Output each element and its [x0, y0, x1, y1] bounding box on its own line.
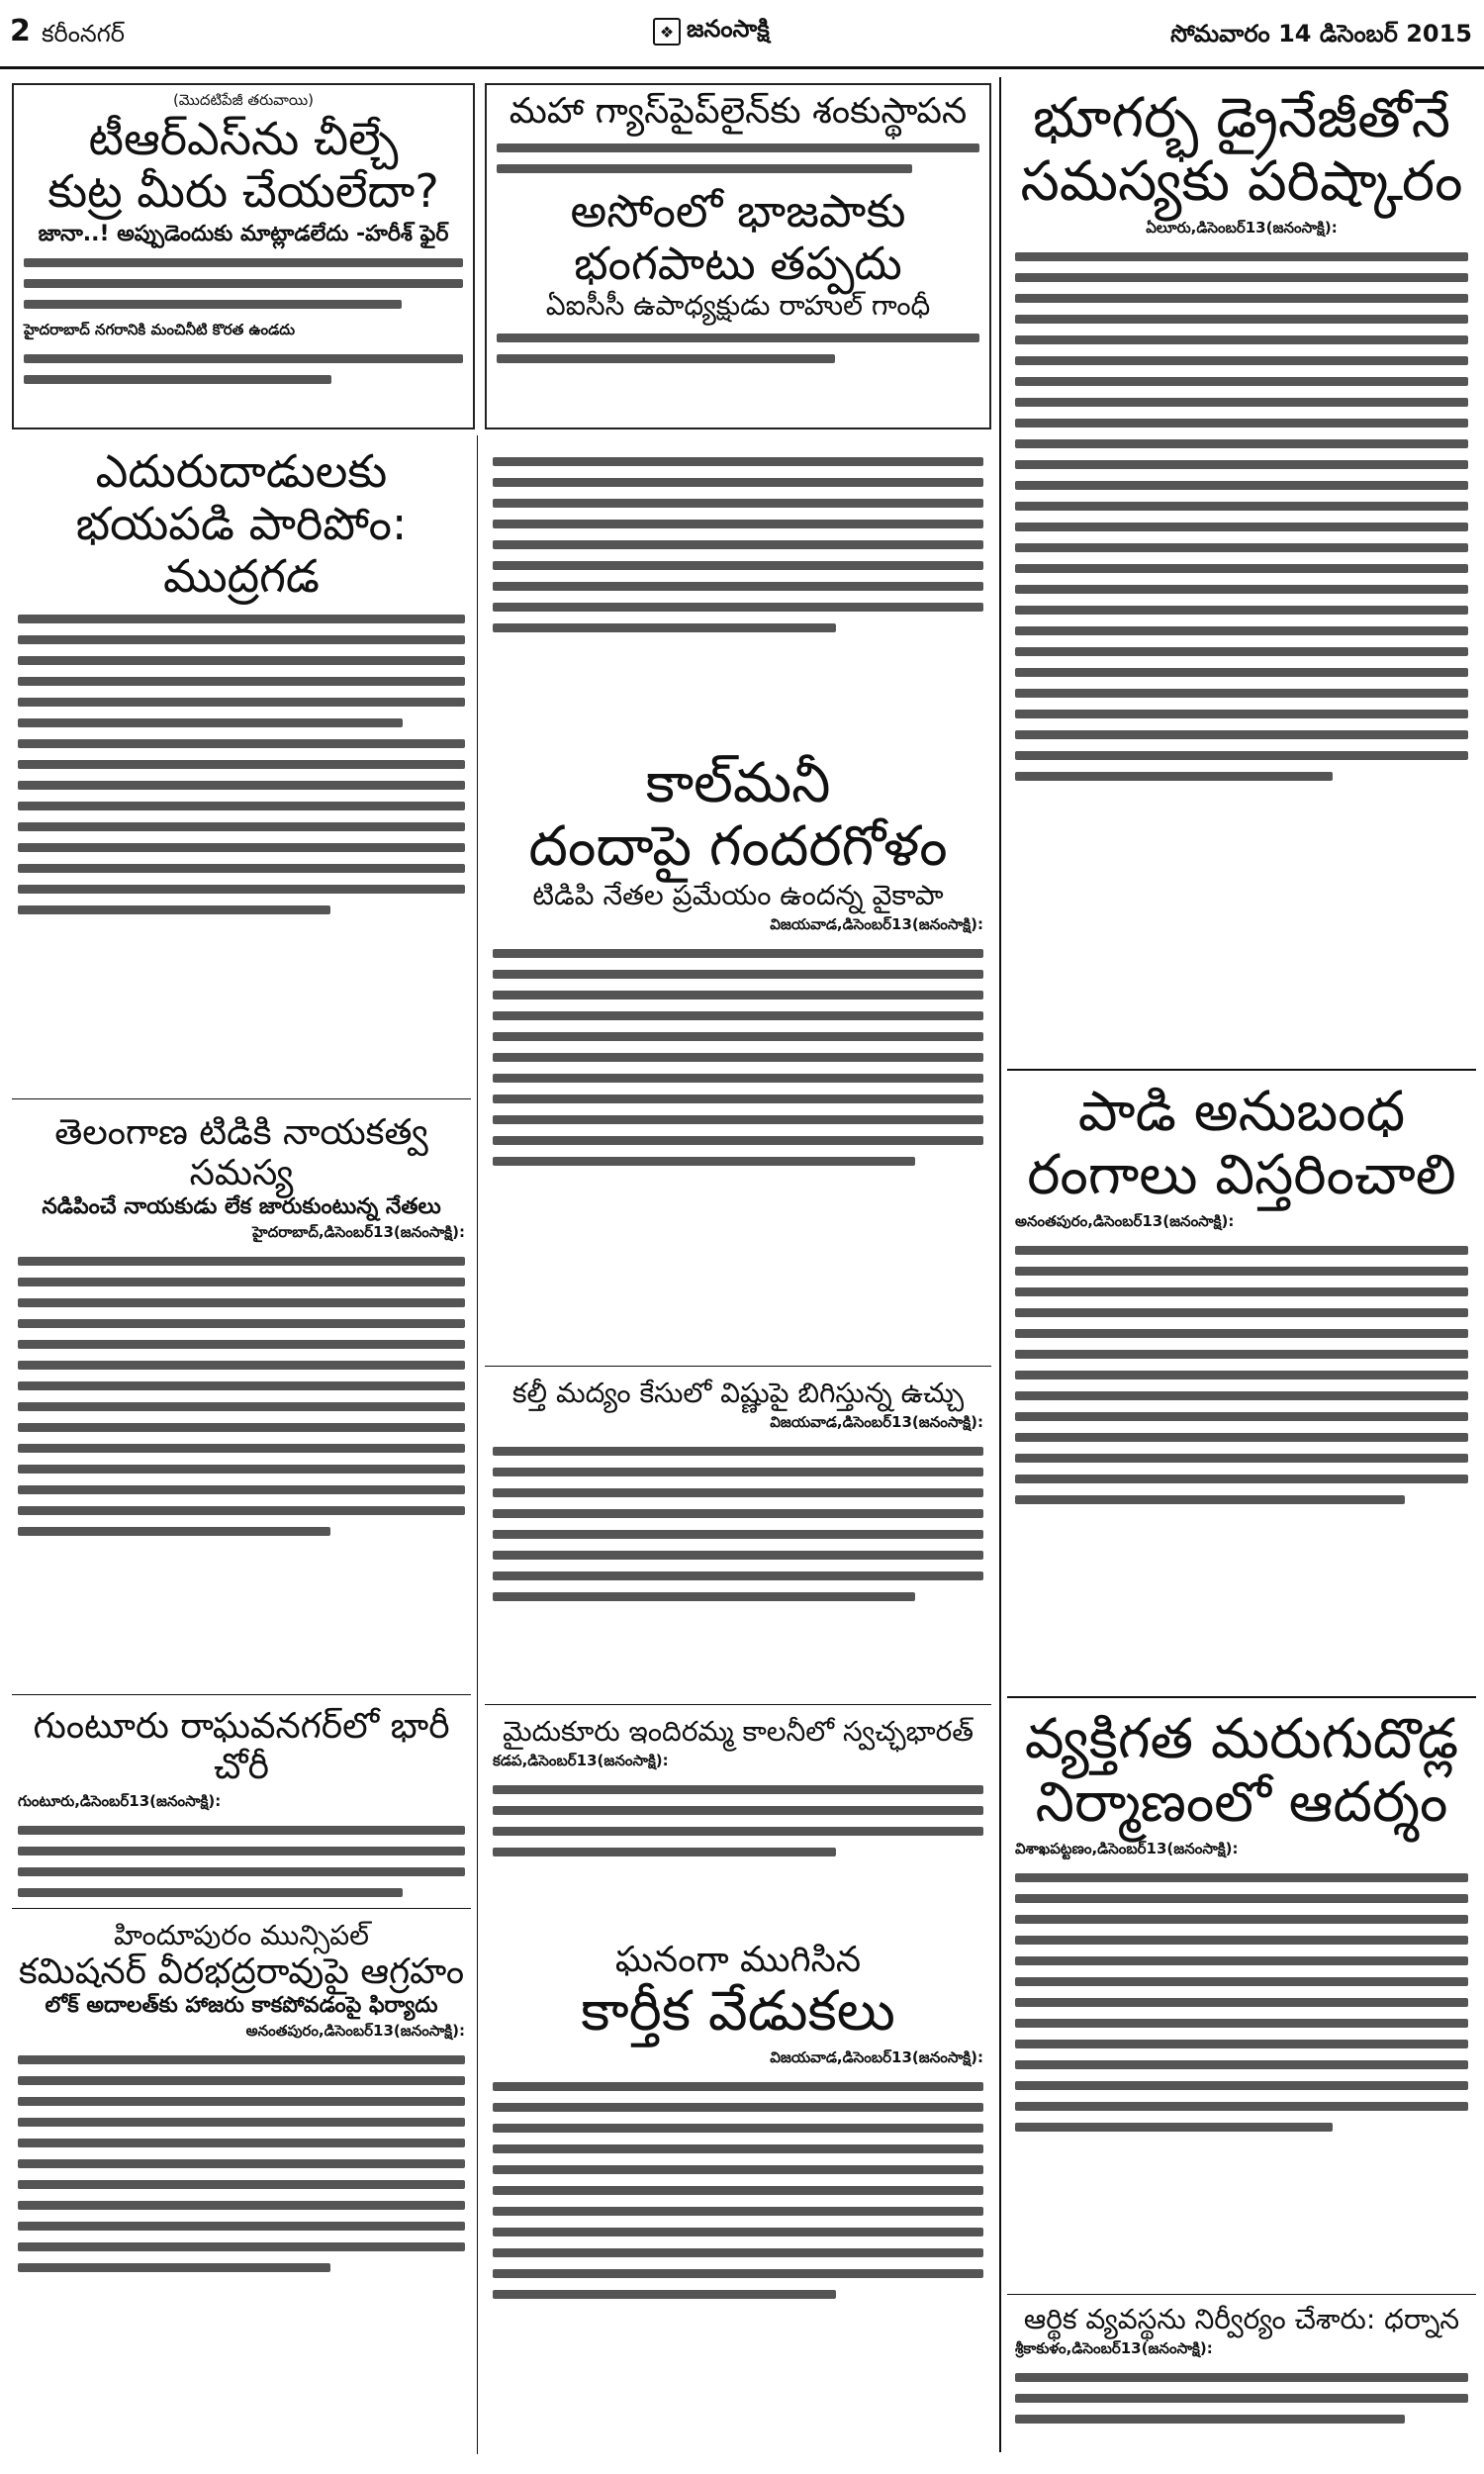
body-text: [1015, 1873, 1468, 1882]
body-text: [24, 375, 331, 384]
body-text: [18, 760, 465, 769]
body-text: [1015, 626, 1468, 635]
body-text: [493, 2165, 983, 2174]
body-text: [1015, 606, 1468, 615]
body-text: [493, 1011, 983, 1020]
issue-date: సోమవారం 14 డిసెంబర్ 2015: [1170, 20, 1472, 48]
body-text: [1015, 2019, 1468, 2028]
body-text: [18, 822, 465, 831]
body-text: [1015, 1308, 1468, 1317]
headline: తెలంగాణ టిడికి నాయకత్వ సమస్య: [54, 1112, 428, 1194]
headline: కార్తీక వేడుకలు: [581, 1979, 895, 2045]
body-text: [493, 1827, 983, 1836]
dateline: అనంతపురం,డిసెంబర్13(జనంసాక్షి):: [1015, 1211, 1235, 1230]
body-text: [493, 561, 983, 570]
body-text: [18, 864, 465, 873]
body-text: [493, 1592, 915, 1601]
body-text: [493, 1468, 983, 1476]
section-divider: [1007, 2294, 1476, 2295]
body-text: [18, 1527, 330, 1536]
headline: కమిషనర్ వీరభద్రరావుపై ఆగ్రహం: [18, 1951, 465, 1993]
body-text: [1015, 439, 1468, 448]
headline: అసోంలో భాజపాకు: [570, 184, 906, 238]
body-text: [1015, 1495, 1405, 1504]
body-text: [1015, 751, 1468, 760]
headline: కాల్‌మనీ: [645, 751, 831, 815]
logo-icon: ❖: [653, 18, 681, 46]
headline: పాడి అనుబంధ: [1077, 1080, 1406, 1144]
headline: హిందూపురం మున్సిపల్: [113, 1919, 370, 1951]
body-text: [18, 1506, 465, 1515]
body-text: [18, 2139, 465, 2147]
body-text: [493, 1447, 983, 1456]
body-text: [18, 739, 465, 748]
column-divider: [477, 435, 478, 2454]
body-text: [1015, 668, 1468, 677]
body-text: [493, 1571, 983, 1580]
body-text: [24, 258, 463, 267]
body-text: [18, 1361, 465, 1370]
body-text: [1015, 1329, 1468, 1338]
body-text: [18, 802, 465, 810]
body-text: [18, 656, 465, 665]
section-divider: [12, 1694, 471, 1695]
headline: మైదుకూరు ఇందిరమ్మ కాలనీలో స్వచ్ఛభారత్: [502, 1715, 974, 1748]
body-text: [18, 1465, 465, 1474]
headline: భయపడి పారిపోం: ముద్రగడ: [75, 496, 408, 603]
dateline: విశాఖపట్టణం,డిసెంబర్13(జనంసాక్షి):: [1015, 1839, 1239, 1857]
body-text: [18, 2201, 465, 2210]
masthead: [0, 0, 1484, 69]
column-divider: [999, 77, 1001, 2452]
body-text: [1015, 710, 1468, 718]
body-text: [493, 1848, 836, 1856]
body-text: [1015, 2373, 1468, 2382]
body-text: [1015, 730, 1468, 739]
dateline: ఏలూరు,డిసెంబర్13(జనంసాక్షి):: [1146, 218, 1338, 237]
body-text: [493, 623, 836, 632]
body-text: [1015, 1267, 1468, 1276]
body-text: [493, 1509, 983, 1518]
body-text: [1015, 2060, 1468, 2069]
dateline: శ్రీకాకుళం,డిసెంబర్13(జనంసాక్షి):: [1015, 2339, 1213, 2358]
headline: గుంటూరు రాఘవనగర్‌లో భారీ చోరీ: [33, 1706, 450, 1788]
body-text: [493, 2124, 983, 2133]
body-text: [18, 1847, 465, 1856]
headline: ఆర్థిక వ్యవస్థను నిర్వీర్యం చేశారు: ధర్నాన: [1023, 2303, 1460, 2335]
body-text: [1015, 1391, 1468, 1400]
body-text: [1015, 1433, 1468, 1442]
body-text: [493, 1094, 983, 1103]
body-text: [1015, 315, 1468, 324]
body-text: [18, 1444, 465, 1453]
body-text: [18, 1402, 465, 1411]
article-mudragada: [12, 441, 471, 1104]
article-toilets: [1007, 1704, 1476, 2288]
body-text: [1015, 1956, 1468, 1965]
body-text: [493, 1530, 983, 1539]
body-text: [1015, 1454, 1468, 1463]
body-text: [493, 1115, 983, 1124]
body-text: [1015, 1894, 1468, 1903]
body-text: [1015, 2123, 1333, 2132]
body-text: [1015, 585, 1468, 594]
body-text: [1015, 543, 1468, 552]
body-text: [493, 2144, 983, 2153]
body-text: [18, 2159, 465, 2168]
body-text: [1015, 1475, 1468, 1483]
body-text: [493, 2186, 983, 2195]
dateline: గుంటూరు,డిసెంబర్13(జనంసాక్షి):: [18, 1791, 222, 1810]
body-text: [1015, 647, 1468, 656]
body-text: [1015, 335, 1468, 344]
body-text: [493, 970, 983, 979]
body-text: [1015, 377, 1468, 386]
continued-tag: (మొదటిపేజీ తరువాయి): [172, 91, 315, 109]
article-callmoney: [485, 748, 991, 1362]
body-text: [18, 905, 330, 914]
section-subheading: హైదరాబాద్ నగరానికి మంచినీటి కొరత ఉండదు: [24, 321, 296, 339]
subheadline: ఏఐసీసీ ఉపాధ్యక్షుడు రాహుల్ గాంధీ: [545, 289, 931, 323]
body-text: [1015, 772, 1333, 781]
body-text: [1015, 1998, 1468, 2007]
body-text: [493, 499, 983, 508]
subheadline: నడిపించే నాయకుడు లేక జారుకుంటున్న నేతలు: [42, 1193, 441, 1219]
body-text: [1015, 273, 1468, 282]
newspaper-logo: [653, 12, 851, 51]
body-text: [1015, 564, 1468, 573]
headline: ఎదురుదాడులకు: [95, 444, 388, 498]
headline: సమస్యకు పరిష్కారం: [1020, 149, 1463, 215]
body-text: [18, 1485, 465, 1494]
article-tdp: [12, 1108, 471, 1682]
body-text: [493, 1074, 983, 1083]
body-text: [24, 300, 402, 309]
headline: భూగర్భ డ్రైనేజీతోనే: [1032, 86, 1451, 150]
body-text: [18, 615, 465, 623]
body-text: [493, 2290, 836, 2299]
headline: మహా గ్యాస్‌పైప్‌లైన్‌కు శంకుస్థాపన: [509, 91, 968, 132]
body-text: [18, 1423, 465, 1432]
body-text: [493, 1551, 983, 1560]
body-text: [493, 582, 983, 591]
newspaper-name: జనంసాక్షి: [687, 15, 770, 43]
body-text: [493, 2103, 983, 2112]
body-text: [18, 1319, 465, 1328]
body-text: [18, 1278, 465, 1286]
body-text: [493, 478, 983, 487]
body-text: [18, 781, 465, 790]
body-text: [18, 2242, 465, 2251]
article-karthika: [485, 1936, 991, 2450]
body-text: [18, 1888, 403, 1897]
body-text: [18, 1867, 465, 1876]
body-text: [493, 2228, 983, 2236]
body-text: [1015, 2102, 1468, 2111]
body-text: [497, 143, 979, 152]
article-liquor: [485, 1374, 991, 1700]
body-text: [1015, 1412, 1468, 1421]
body-text: [18, 2055, 465, 2064]
article-continuation: [485, 441, 991, 738]
body-text: [18, 1340, 465, 1349]
body-text: [1015, 1371, 1468, 1380]
body-text: [1015, 2040, 1468, 2048]
body-text: [1015, 1350, 1468, 1359]
headline: భంగపాటు తప్పదు: [574, 237, 902, 291]
district-name: కరీంనగర్: [42, 20, 125, 48]
body-text: [1015, 502, 1468, 511]
body-text: [493, 1488, 983, 1497]
body-text: [1015, 1287, 1468, 1296]
body-text: [493, 1806, 983, 1815]
body-text: [18, 885, 465, 894]
dateline: హైదరాబాద్,డిసెంబర్13(జనంసాక్షి):: [252, 1223, 465, 1242]
dateline: అనంతపురం,డిసెంబర్13(జనంసాక్షి):: [245, 2021, 465, 2040]
body-text: [493, 457, 983, 466]
body-text: [18, 2263, 330, 2272]
dateline: విజయవాడ,డిసెంబర్13(జనంసాక్షి):: [770, 2047, 983, 2066]
body-text: [493, 520, 983, 528]
body-text: [24, 279, 463, 288]
body-text: [18, 2222, 465, 2231]
body-text: [18, 677, 465, 686]
body-text: [18, 2097, 465, 2106]
body-text: [18, 698, 465, 707]
body-text: [1015, 419, 1468, 428]
body-text: [1015, 460, 1468, 469]
section-divider: [1007, 1069, 1476, 1071]
body-text: [1015, 1915, 1468, 1924]
body-text: [1015, 2081, 1468, 2090]
body-text: [18, 843, 465, 852]
section-divider: [485, 1704, 991, 1705]
body-text: [18, 635, 465, 644]
dateline: కడప,డిసెంబర్13(జనంసాక్షి):: [493, 1752, 669, 1770]
body-text: [493, 1032, 983, 1041]
headline: రంగాలు విస్తరించాలి: [1027, 1143, 1456, 1208]
page-number: 2: [10, 14, 31, 48]
subheadline: టిడిపి నేతల ప్రమేయం ఉందన్న వైకాపా: [532, 878, 944, 911]
body-text: [1015, 2394, 1468, 2403]
body-text: [497, 164, 912, 173]
article-dairy: [1007, 1077, 1476, 1690]
body-text: [493, 991, 983, 999]
article-gas-assam: [485, 83, 991, 429]
body-text: [493, 1136, 983, 1145]
article-mydukur: [485, 1712, 991, 1930]
body-text: [497, 354, 835, 363]
section-divider: [12, 1908, 471, 1909]
body-text: [24, 354, 463, 363]
headline: వ్యక్తిగత మరుగుదొడ్ల: [1024, 1707, 1459, 1771]
body-text: [1015, 294, 1468, 303]
section-divider: [1007, 1696, 1476, 1698]
subheadline: లోక్ అదాలత్‌కు హాజరు కాకపోవడంపై ఫిర్యాదు: [45, 1992, 438, 2018]
section-divider: [485, 1366, 991, 1367]
body-text: [1015, 689, 1468, 698]
section-divider: [12, 1098, 471, 1099]
body-text: [18, 2118, 465, 2127]
article-economy: [1007, 2300, 1476, 2458]
body-text: [18, 2180, 465, 2189]
subheadline: జానా..! అప్పుడెందుకు మాట్లాడలేదు -హరీశ్ ఫైర్: [38, 221, 449, 246]
headline: ఘనంగా ముగిసిన: [614, 1940, 862, 1980]
body-text: [18, 1298, 465, 1307]
article-guntur: [12, 1702, 471, 1900]
headline: కుట్ర మీరు చేయలేదా?: [47, 163, 439, 218]
headline: నిర్మాణంలో ఆదర్శం: [1035, 1770, 1448, 1836]
body-text: [1015, 1936, 1468, 1945]
article-drainage: [1007, 83, 1476, 1063]
body-text: [1015, 481, 1468, 490]
body-text: [1015, 1246, 1468, 1255]
body-text: [18, 1826, 465, 1835]
body-text: [493, 2207, 983, 2216]
body-text: [18, 1257, 465, 1266]
body-text: [18, 2076, 465, 2085]
article-trs: [12, 83, 475, 429]
dateline: విజయవాడ,డిసెంబర్13(జనంసాక్షి):: [770, 1413, 983, 1432]
headline: దందాపై గందరగోళం: [528, 814, 948, 880]
body-text: [493, 1785, 983, 1794]
body-text: [493, 1053, 983, 1062]
headline: కల్తీ మద్యం కేసులో విష్ణుపై బిగిస్తున్న ఉచ్చు: [511, 1377, 965, 1409]
body-text: [1015, 523, 1468, 531]
dateline: విజయవాడ,డిసెంబర్13(జనంసాక్షి):: [770, 914, 983, 933]
body-text: [493, 2082, 983, 2091]
body-text: [493, 540, 983, 549]
headline: టీఆర్‌ఎస్‌ను చీల్చే: [88, 112, 399, 165]
body-text: [493, 603, 983, 612]
body-text: [1015, 2415, 1405, 2424]
body-text: [1015, 356, 1468, 365]
body-text: [1015, 398, 1468, 407]
article-hindupur: [12, 1916, 471, 2450]
body-text: [1015, 252, 1468, 261]
body-text: [18, 718, 403, 727]
body-text: [18, 1381, 465, 1390]
body-text: [1015, 1977, 1468, 1986]
body-text: [493, 2248, 983, 2257]
body-text: [493, 2269, 983, 2278]
body-text: [497, 333, 979, 342]
body-text: [493, 949, 983, 958]
body-text: [493, 1157, 915, 1166]
